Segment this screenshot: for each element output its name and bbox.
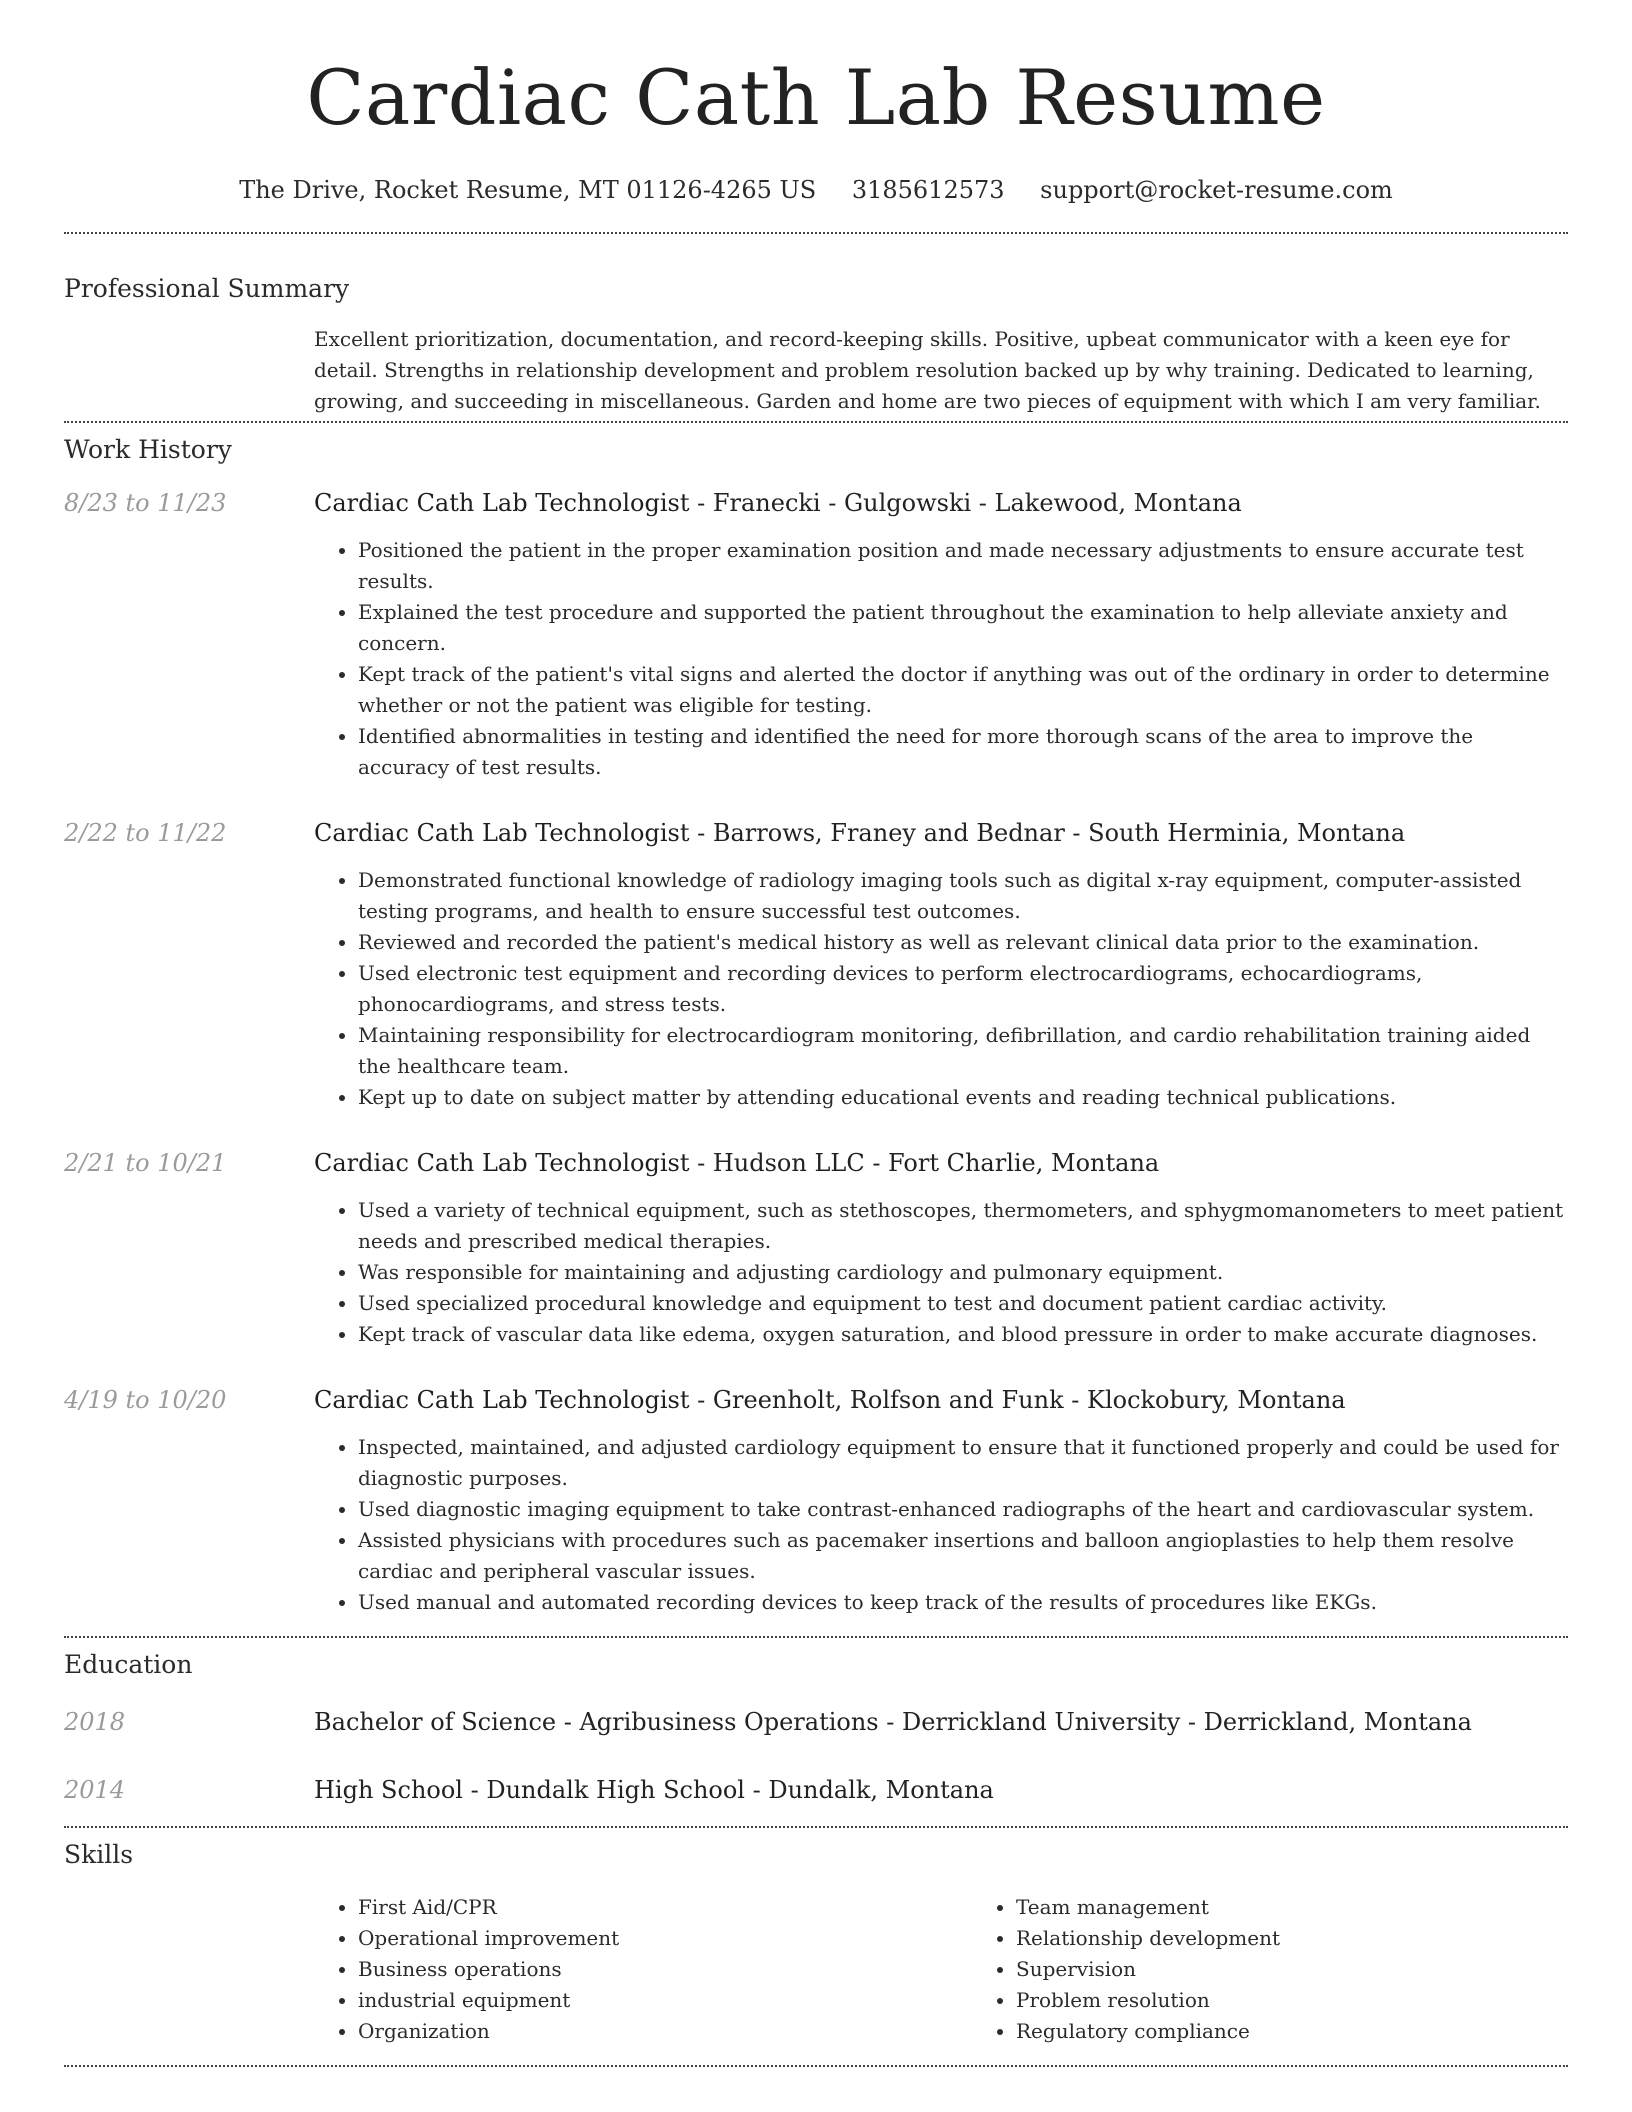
- work-history-section: [64, 423, 1568, 1618]
- skill-item: • Organization: [358, 2016, 972, 2047]
- job-bullet: • Used manual and automated recording devices to keep track of the results of procedures like EKGs.: [358, 1587, 1568, 1618]
- job-details: - Hudson LLC - Fort Charlie, Montana: [689, 1149, 1160, 1177]
- skill-item: • Relationship development: [1016, 1923, 1630, 1954]
- contact-phone: 3185612573: [851, 176, 1005, 204]
- job-dates: 4/19 to 10/20: [64, 1386, 227, 1414]
- education-degree: Bachelor of Science - Agribusiness Operations: [314, 1708, 879, 1736]
- job-bullet: • Used a variety of technical equipment, such as stethoscopes, thermometers, and sphygmomanometers to meet patient needs and prescribed medical therapies.: [358, 1195, 1568, 1257]
- contact-line: [64, 174, 1568, 206]
- education-entry: [64, 1774, 1568, 1806]
- job-dates: 2/22 to 11/22: [64, 819, 227, 847]
- summary-section: [64, 234, 1568, 417]
- education-entry: [64, 1706, 1568, 1738]
- job-title: [314, 817, 1568, 849]
- job-bullet: • Was responsible for maintaining and adjusting cardiology and pulmonary equipment.: [358, 1257, 1568, 1288]
- job-bullet: • Kept track of vascular data like edema, oxygen saturation, and blood pressure in order to make accurate diagnoses.: [358, 1319, 1568, 1350]
- job-details: - Barrows, Franey and Bednar - South Herminia, Montana: [689, 819, 1406, 847]
- resume-title: Cardiac Cath Lab Resume: [306, 53, 1326, 142]
- job-entry: [64, 1147, 1568, 1350]
- job-bullet: • Used electronic test equipment and recording devices to perform electrocardiograms, echocardiograms, phonocardiograms, and stress tests.: [358, 958, 1568, 1020]
- job-title: [314, 487, 1568, 519]
- skills-list-left: [314, 1892, 972, 2047]
- divider: [64, 2065, 1568, 2067]
- education-degree: High School: [314, 1776, 463, 1804]
- education-section: [64, 1638, 1568, 1806]
- job-title: [314, 1384, 1568, 1416]
- summary-text: Excellent prioritization, documentation, and record-keeping skills. Positive, upbeat communicator with a keen eye for detail. Strengths in relationship development and problem resolution backed up by why training. Dedicated to learning, growing, and succeeding in miscellaneous. Garden and home are two pieces of equipment with which I am very familiar.: [314, 327, 1541, 413]
- job-dates: 2/21 to 10/21: [64, 1149, 227, 1177]
- education-title: [314, 1774, 1568, 1806]
- education-year: 2014: [64, 1776, 126, 1804]
- skills-heading: Skills: [64, 1840, 134, 1869]
- job-bullets: [314, 535, 1568, 783]
- job-dates: 8/23 to 11/23: [64, 489, 227, 517]
- job-bullet: • Maintaining responsibility for electrocardiogram monitoring, defibrillation, and cardio rehabilitation training aided the healthcare team.: [358, 1020, 1568, 1082]
- skill-item: • Business operations: [358, 1954, 972, 1985]
- job-bullet: • Positioned the patient in the proper examination position and made necessary adjustments to ensure accurate test results.: [358, 535, 1568, 597]
- skill-item: • First Aid/CPR: [358, 1892, 972, 1923]
- work-history-heading: Work History: [64, 435, 232, 464]
- education-details: - Derrickland University - Derrickland, Montana: [878, 1708, 1472, 1736]
- job-bullet: • Explained the test procedure and supported the patient throughout the examination to help alleviate anxiety and concern.: [358, 597, 1568, 659]
- job-role: Cardiac Cath Lab Technologist: [314, 489, 690, 517]
- education-title: [314, 1706, 1568, 1738]
- job-role: Cardiac Cath Lab Technologist: [314, 819, 690, 847]
- skills-section: [64, 1828, 1568, 2047]
- job-bullet: • Kept up to date on subject matter by attending educational events and reading technical publications.: [358, 1082, 1568, 1113]
- summary-heading: Professional Summary: [64, 274, 350, 303]
- job-bullet: • Assisted physicians with procedures such as pacemaker insertions and balloon angioplasties to help them resolve cardiac and peripheral vascular issues.: [358, 1525, 1568, 1587]
- job-entry: [64, 1384, 1568, 1618]
- job-bullet: • Inspected, maintained, and adjusted cardiology equipment to ensure that it functioned properly and could be used for diagnostic purposes.: [358, 1432, 1568, 1494]
- job-entry: [64, 817, 1568, 1113]
- skill-item: • Team management: [1016, 1892, 1630, 1923]
- job-bullet: • Identified abnormalities in testing and identified the need for more thorough scans of the area to improve the accuracy of test results.: [358, 721, 1568, 783]
- job-bullet: • Used specialized procedural knowledge and equipment to test and document patient cardiac activity.: [358, 1288, 1568, 1319]
- job-title: [314, 1147, 1568, 1179]
- education-year: 2018: [64, 1708, 126, 1736]
- job-bullets: [314, 1195, 1568, 1350]
- skill-item: • Problem resolution: [1016, 1985, 1630, 2016]
- skill-item: • industrial equipment: [358, 1985, 972, 2016]
- contact-email: support@rocket-resume.com: [1040, 176, 1393, 204]
- job-bullets: [314, 865, 1568, 1113]
- skill-item: • Operational improvement: [358, 1923, 972, 1954]
- job-entry: [64, 487, 1568, 783]
- skill-item: • Regulatory compliance: [1016, 2016, 1630, 2047]
- job-role: Cardiac Cath Lab Technologist: [314, 1149, 690, 1177]
- skill-item: • Supervision: [1016, 1954, 1630, 1985]
- contact-address: The Drive, Rocket Resume, MT 01126-4265 US: [239, 176, 817, 204]
- education-details: - Dundalk High School - Dundalk, Montana: [462, 1776, 994, 1804]
- job-bullet: • Kept track of the patient's vital signs and alerted the doctor if anything was out of the ordinary in order to determine whether or not the patient was eligible for testing.: [358, 659, 1568, 721]
- skills-list-right: [972, 1892, 1630, 2047]
- job-details: - Franecki - Gulgowski - Lakewood, Montana: [689, 489, 1242, 517]
- job-bullet: • Reviewed and recorded the patient's medical history as well as relevant clinical data prior to the examination.: [358, 927, 1568, 958]
- job-details: - Greenholt, Rolfson and Funk - Klockobury, Montana: [689, 1386, 1346, 1414]
- job-bullet: • Used diagnostic imaging equipment to take contrast-enhanced radiographs of the heart and cardiovascular system.: [358, 1494, 1568, 1525]
- education-heading: Education: [64, 1650, 193, 1679]
- job-bullets: [314, 1432, 1568, 1618]
- job-role: Cardiac Cath Lab Technologist: [314, 1386, 690, 1414]
- job-bullet: • Demonstrated functional knowledge of radiology imaging tools such as digital x-ray equipment, computer-assisted testing programs, and health to ensure successful test outcomes.: [358, 865, 1568, 927]
